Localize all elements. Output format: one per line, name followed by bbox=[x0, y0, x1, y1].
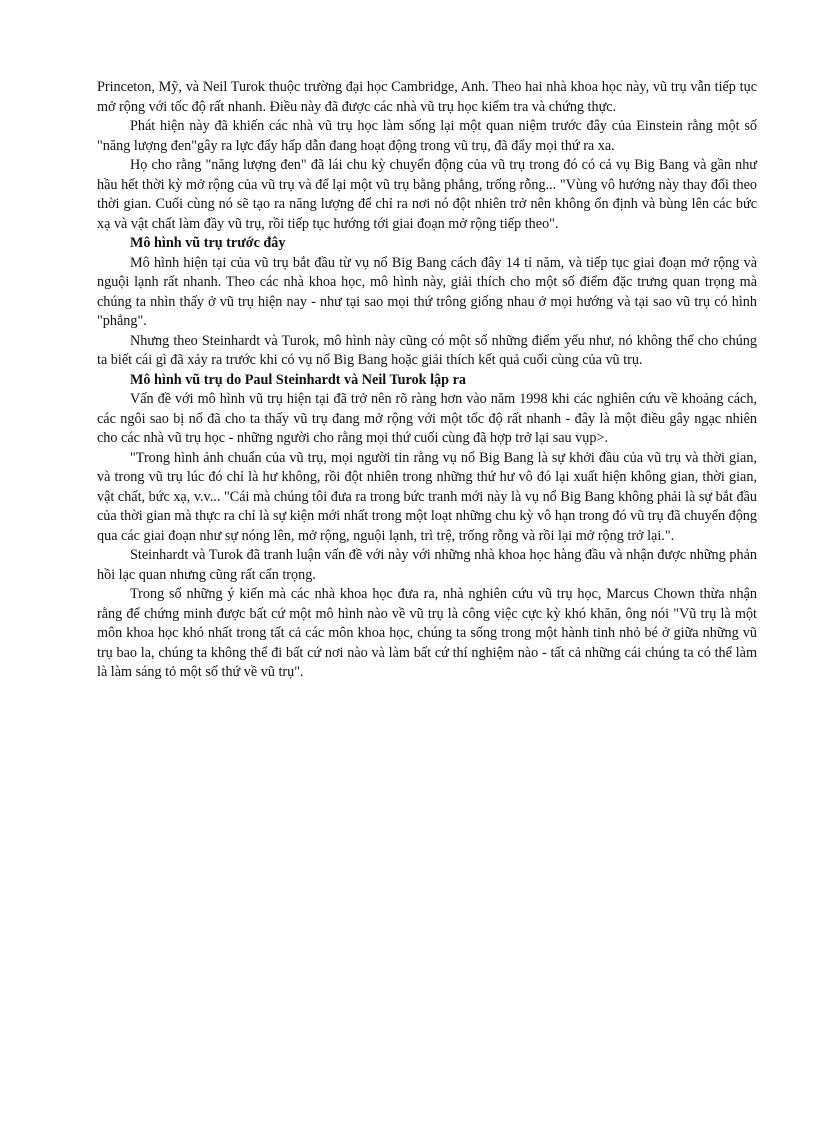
paragraph-6: Vấn đề với mô hình vũ trụ hiện tại đã trở nên rõ ràng hơn vào năm 1998 khi các nghiên cứu về khoảng cách, các ngôi sao bị nổ đã cho ta thấy vũ trụ đang mở rộng với một tốc độ rất nhanh - đây là một điều gây ngạc nhiên cho các nhà vũ trụ học - những người cho rằng mọi thứ cuối cùng đã hợp trở lại sau vụp>. bbox=[97, 391, 757, 446]
paragraph-9: Trong số những ý kiến mà các nhà khoa học đưa ra, nhà nghiên cứu vũ trụ học, Marcus Chown thừa nhận rằng để chứng minh được bất cứ một mô hình nào về vũ trụ là công việc cực kỳ khó khăn, ông nói "Vũ trụ là một môn khoa học khó nhất trong tất cả các môn khoa học, chúng ta sống trong một hành tinh nhỏ bé ở giữa những vũ trụ bao la, chúng ta không thể đi bất cứ nơi nào và làm bất cứ thí nghiệm nào - tất cả những cái chúng ta có thể làm là làm sáng tỏ một số thứ về vũ trụ". bbox=[97, 586, 757, 680]
paragraph-7: "Trong hình ảnh chuẩn của vũ trụ, mọi người tin rằng vụ nổ Big Bang là sự khởi đầu của vũ trụ và thời gian, và trong vũ trụ lúc đó chỉ là hư không, rồi đột nhiên trong những thứ hư vô đó lại xuất hiện không gian, thời gian, vật chất, bức xạ, v.v... "Cái mà chúng tôi đưa ra trong bức tranh mới này là vụ nổ Big Bang không phải là sự bắt đầu của thời gian mà thực ra chỉ là sự kiện mới nhất trong một loạt những chu kỳ vô hạn trong đó vũ trụ đã chuyển động qua các giai đoạn như sự nóng lên, mở rộng, nguội lạnh, trì trệ, trống rỗng và rồi lại mở rộng trở lại.". bbox=[97, 449, 757, 544]
paragraph-2: Phát hiện này đã khiến các nhà vũ trụ học làm sống lại một quan niệm trước đây của Einstein rằng một số "năng lượng đen"gây ra lực đẩy hấp dẫn đang hoạt động trong vũ trụ, đã đẩy mọi thứ ra xa. bbox=[97, 118, 757, 154]
paragraph-4: Mô hình hiện tại của vũ trụ bắt đầu từ vụ nổ Big Bang cách đây 14 tỉ năm, và tiếp tục giai đoạn mở rộng và nguội lạnh rất nhanh. Theo các nhà khoa học, mô hình này, giải thích cho một số điểm đặc trưng quan trọng mà chúng ta nhìn thấy ở vũ trụ hiện nay - như tại sao mọi thứ trông giống nhau ở mọi hướng và tại sao vũ trụ có hình "phẳng". bbox=[97, 254, 757, 329]
section-heading-new-model: Mô hình vũ trụ do Paul Steinhardt và Neil Turok lập ra bbox=[130, 371, 466, 388]
section-heading-previous-model: Mô hình vũ trụ trước đây bbox=[130, 235, 286, 251]
paragraph-5: Nhưng theo Steinhardt và Turok, mô hình này cũng có một số những điểm yếu như, nó không thể cho chúng ta biết cái gì đã xảy ra trước khi có vụ nổ Big Bang hoặc giải thích kết quả cuối cùng của vũ trụ. bbox=[97, 332, 757, 368]
paragraph-3: Họ cho rằng "năng lượng đen" đã lái chu kỳ chuyển động của vũ trụ trong đó có cả vụ Big Bang và gần như hầu hết thời kỳ mở rộng của vũ trụ và để lại một vũ trụ bằng phẳng, trống rỗng... "Vùng vô hướng này thay đổi theo thời gian. Cuối cùng nó sẽ tạo ra năng lượng để chỉ ra nơi nó đột nhiên trở nên không ổn định và bùng lên các bức xạ và vật chất làm đầy vũ trụ, rồi tiếp tục hướng tới giai đoạn mở rộng tiếp theo". bbox=[97, 157, 757, 232]
paragraph-8: Steinhardt và Turok đã tranh luận vấn đề với này với những nhà khoa học hàng đầu và nhận được những phản hồi lạc quan nhưng cũng rất cẩn trọng. bbox=[97, 547, 757, 583]
document-body bbox=[97, 78, 757, 683]
paragraph-1: Princeton, Mỹ, và Neil Turok thuộc trường đại học Cambridge, Anh. Theo hai nhà khoa học này, vũ trụ vẫn tiếp tục mở rộng với tốc độ rất nhanh. Điều này đã được các nhà vũ trụ học kiểm tra và chứng thực. bbox=[97, 79, 757, 115]
